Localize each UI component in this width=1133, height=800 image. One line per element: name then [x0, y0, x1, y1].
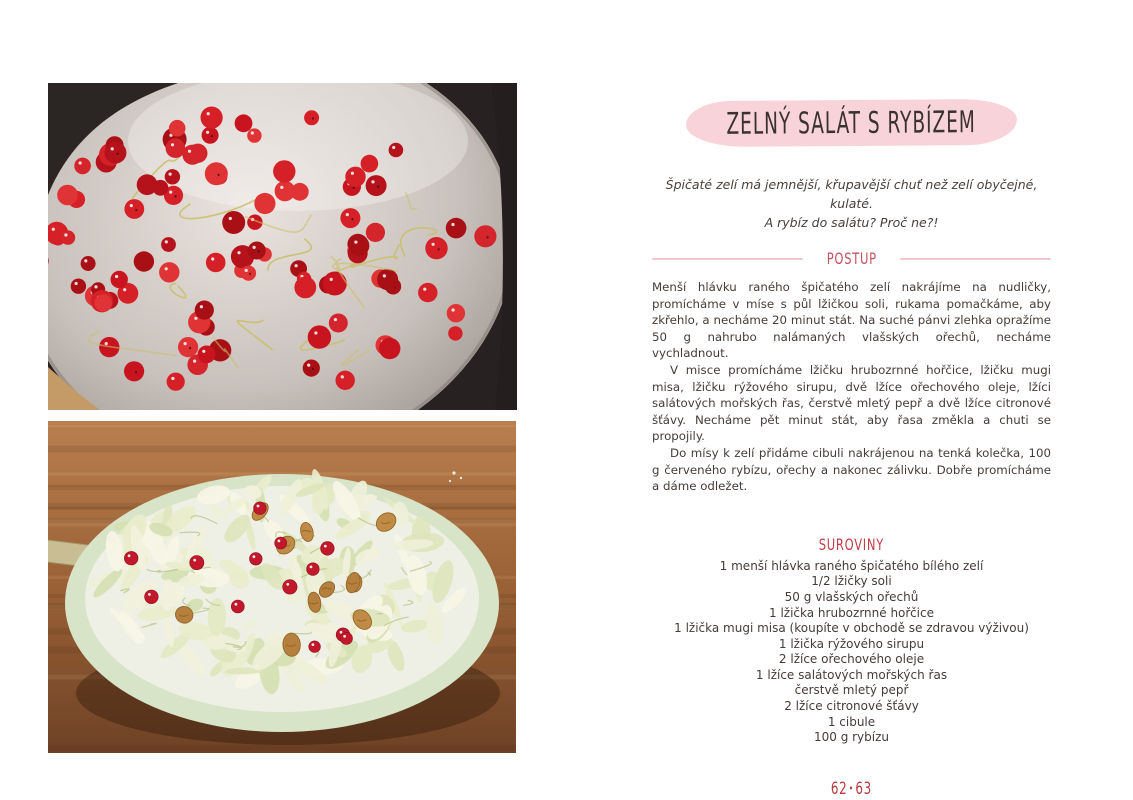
heading-rule-right [900, 258, 1051, 260]
intro-line-2: A rybíz do salátu? Proč ne?! [764, 215, 939, 230]
method-text [652, 279, 1051, 495]
ingredients-heading-row [652, 535, 1051, 554]
ingredient-item: 2 lžíce ořechového oleje [778, 652, 925, 667]
recipe-column [652, 98, 1051, 799]
ingredients-list [652, 559, 1051, 746]
salad-illustration [48, 421, 516, 753]
photo-salad [48, 421, 516, 753]
ingredient-item: 1 lžíce salátových mořských řas [755, 667, 948, 682]
method-heading-row [652, 249, 1051, 268]
recipe-title-blob [686, 99, 1017, 147]
recipe-intro [652, 175, 1051, 232]
ingredient-item: 1 menší hlávka raného špičatého bílého zelí [719, 558, 984, 573]
ingredient-item: 1 lžička hrubozrnné hořčice [769, 605, 934, 620]
ingredient-item: 1/2 lžičky soli [811, 574, 892, 589]
page-numbers [652, 779, 1051, 799]
ingredient-item: 2 lžíce citronové šťávy [784, 699, 919, 714]
page-number-separator: • [848, 781, 855, 795]
method-paragraph: Menší hlávku raného špičatého zelí nakrájíme na nudličky, promícháme v míse s půl lžičkou soli, rukama pomačkáme, aby zkřehlo, a necháme 20 minut stát. Na suché pánvi zlehka opražíme 50 g nahrubo nalámaných vlašských ořechů, necháme vychladnout. [652, 280, 1051, 361]
currants-illustration [48, 83, 517, 410]
ingredient-item: 1 lžička mugi misa (koupíte v obchodě se zdravou výživou) [674, 621, 1029, 636]
recipe-title: ZELNÝ SALÁT S RYBÍZEM [726, 104, 977, 142]
heading-rule-left [652, 258, 803, 260]
ingredients-heading: SUROVINY [818, 534, 885, 554]
ingredient-item: 1 cibule [827, 714, 876, 729]
ingredient-item: 100 g rybízu [813, 730, 890, 745]
method-paragraph: V misce promícháme lžičku hrubozrnné hořčice, lžičku mugi misa, lžičku rýžového sirupu, dvě lžíce ořechového oleje, lžíci salátových mořských řas, čerstvě mletý pepř a dvě lžíce citronové šťávy. Necháme pět minut stát, aby řasa změkla a chuti se propojily. [652, 362, 1051, 444]
ingredient-item: 1 lžička rýžového sirupu [778, 636, 925, 651]
ingredient-item: čerstvě mletý pepř [794, 683, 909, 698]
ingredient-item: 50 g vlašských ořechů [784, 589, 919, 604]
method-paragraph: Do mísy k zelí přidáme cibuli nakrájenou na tenká kolečka, 100 g červeného rybízu, ořechy a nakonec zálivku. Dobře promícháme a dáme odležet. [652, 445, 1051, 494]
left-page-number: 62 [830, 778, 848, 799]
photo-currants [48, 83, 517, 410]
intro-line-1: Špičaté zelí má jemnější, křupavější chuť než zelí obyčejné, kulaté. [665, 177, 1038, 211]
method-heading: POSTUP [826, 249, 877, 268]
right-page-number: 63 [855, 778, 873, 799]
